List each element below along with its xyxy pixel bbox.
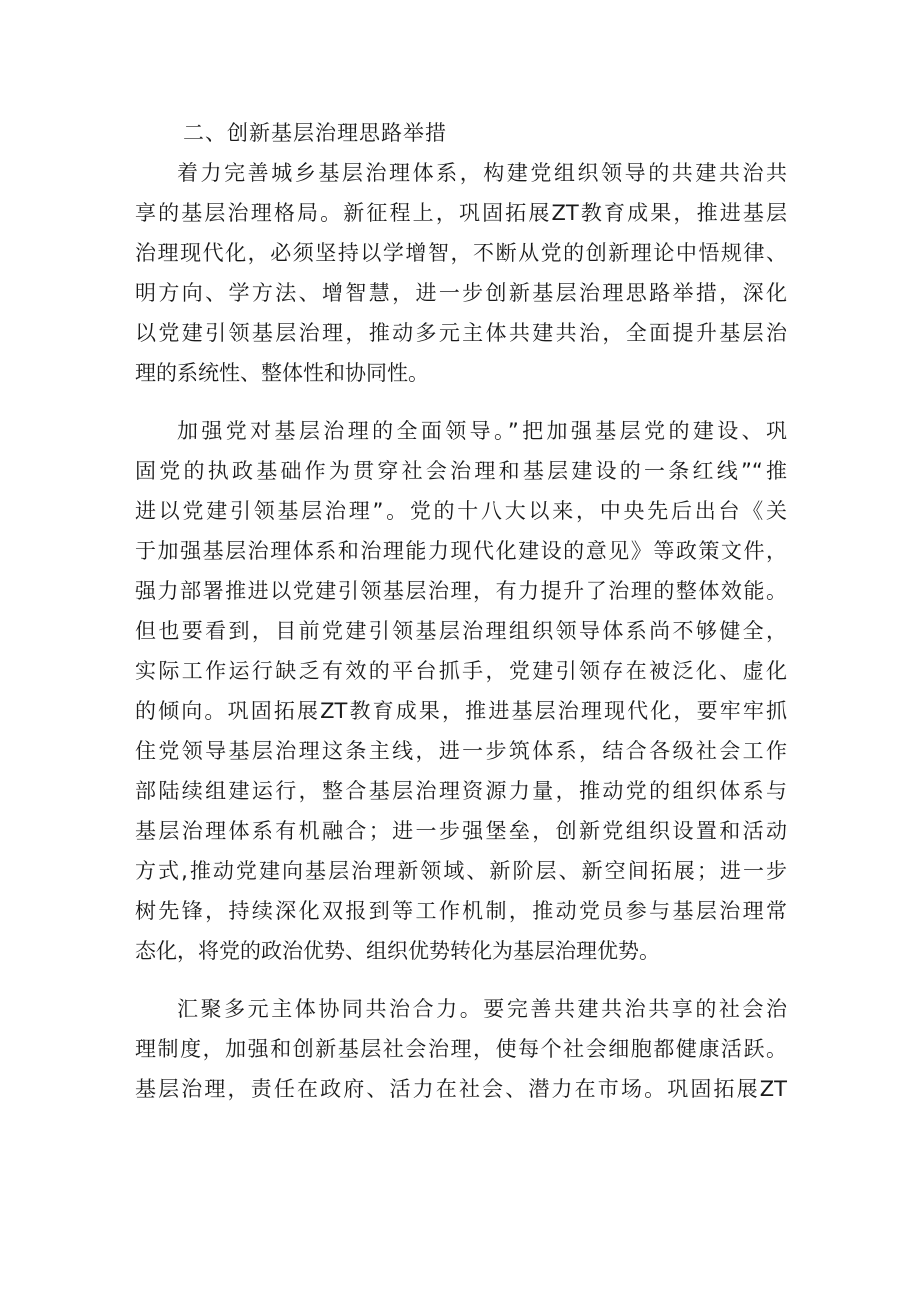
paragraph-line: 固党的执政基础作为贯穿社会治理和基层建设的一条红线”“推 — [135, 459, 787, 483]
paragraph-line: 享的基层治理格局。新征程上，巩固拓展ZT教育成果，推进基层 — [135, 201, 787, 225]
paragraph-line: 理的系统性、整体性和协同性。 — [135, 361, 429, 385]
paragraph-2 — [135, 411, 787, 971]
paragraph-line: 方式,推动党建向基层治理新领域、新阶层、新空间拓展；进一步 — [135, 859, 787, 883]
paragraph-line: 汇聚多元主体协同共治合力。要完善共建共治共享的社会治 — [177, 997, 787, 1021]
paragraph-line: 于加强基层治理体系和治理能力现代化建设的意见》等政策文件， — [135, 539, 787, 563]
paragraph-line: 以党建引领基层治理，推动多元主体共建共治，全面提升基层治 — [135, 321, 787, 345]
paragraph-line: 加强党对基层治理的全面领导。”把加强基层党的建设、巩 — [177, 419, 787, 443]
paragraph-line: 理制度，加强和创新基层社会治理，使每个社会细胞都健康活跃。 — [135, 1037, 787, 1061]
paragraph-line: 实际工作运行缺乏有效的平台抓手，党建引领存在被泛化、虚化 — [135, 659, 787, 683]
paragraph-line: 强力部署推进以党建引领基层治理，有力提升了治理的整体效能。 — [135, 579, 787, 603]
paragraph-line: 明方向、学方法、增智慧，进一步创新基层治理思路举措，深化 — [135, 281, 787, 305]
paragraph-line: 基层治理体系有机融合；进一步强堡垒，创新党组织设置和活动 — [135, 819, 787, 843]
section-heading: 二、创新基层治理思路举措 — [183, 121, 447, 145]
document-body — [135, 113, 787, 1109]
paragraph-line: 部陆续组建运行，整合基层治理资源力量，推动党的组织体系与 — [135, 779, 787, 803]
paragraph-1 — [135, 153, 787, 393]
paragraph-line: 的倾向。巩固拓展ZT教育成果，推进基层治理现代化，要牢牢抓 — [135, 699, 787, 723]
paragraph-line: 住党领导基层治理这条主线，进一步筑体系，结合各级社会工作 — [135, 739, 787, 763]
paragraph-line: 进以党建引领基层治理”。党的十八大以来，中央先后出台《关 — [135, 499, 787, 523]
paragraph-line: 基层治理，责任在政府、活力在社会、潜力在市场。巩固拓展ZT — [135, 1077, 787, 1101]
paragraph-line: 但也要看到，目前党建引领基层治理组织领导体系尚不够健全， — [135, 619, 787, 643]
paragraph-line: 态化，将党的政治优势、组织优势转化为基层治理优势。 — [135, 939, 660, 963]
paragraph-line: 治理现代化，必须坚持以学增智，不断从党的创新理论中悟规律、 — [135, 241, 787, 265]
paragraph-line: 树先锋，持续深化双报到等工作机制，推动党员参与基层治理常 — [135, 899, 787, 923]
paragraph-3 — [135, 989, 787, 1109]
paragraph-line: 着力完善城乡基层治理体系，构建党组织领导的共建共治共 — [177, 161, 787, 185]
